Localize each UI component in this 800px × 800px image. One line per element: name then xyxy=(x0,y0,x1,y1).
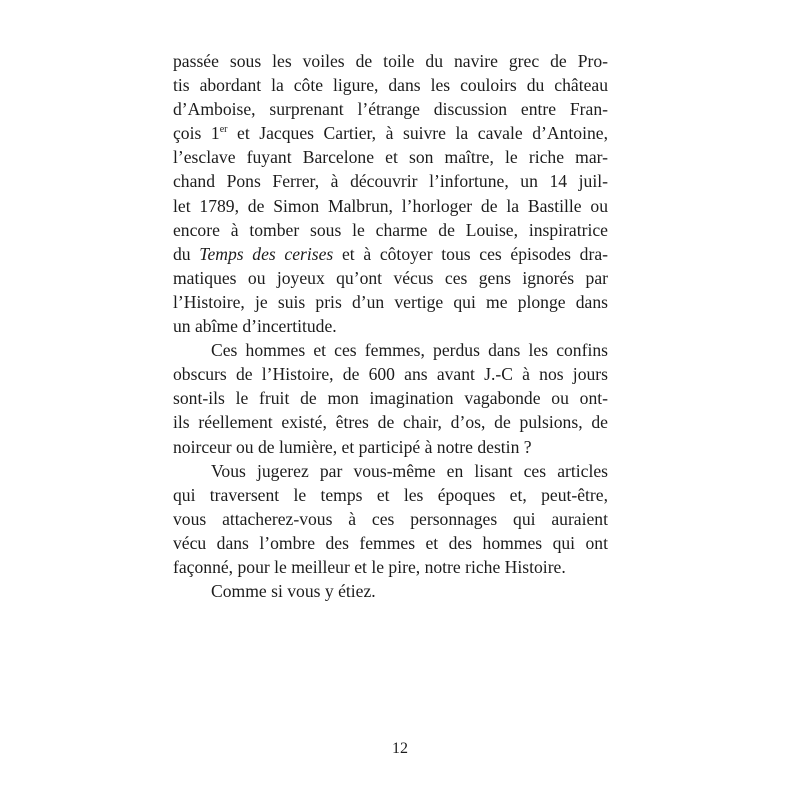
text-line: passée sous les voiles de toile du navire grec de Pro- xyxy=(173,51,608,71)
superscript-ordinal: er xyxy=(219,124,228,136)
text-line: chand Pons Ferrer, à découvrir l’infortune, un 14 juil- xyxy=(173,171,608,192)
paragraph-1 xyxy=(173,49,608,338)
text-fragment: et à côtoyer tous ces épisodes dra- xyxy=(333,243,608,264)
text-line: d’Amboise, surprenant l’étrange discussion entre Fran- xyxy=(173,99,608,120)
text-line: vécu dans l’ombre des femmes et des hommes qui ont xyxy=(173,532,608,553)
text-line: façonné, pour le meilleur et le pire, notre riche Histoire. xyxy=(173,556,566,577)
text-line: Comme si vous y étiez. xyxy=(211,581,376,602)
text-line: Vous jugerez par vous-même en lisant ces articles xyxy=(211,460,608,481)
text-line: let 1789, de Simon Malbrun, l’horloger de la Bastille ou xyxy=(173,195,608,216)
body-text xyxy=(173,49,608,603)
text-fragment: du xyxy=(173,243,200,264)
text-line: noirceur ou de lumière, et participé à notre destin ? xyxy=(173,436,532,457)
paragraph-2 xyxy=(173,338,608,458)
text-line: obscurs de l’Histoire, de 600 ans avant J.-C à nos jours xyxy=(173,364,608,385)
text-line: sont-ils le fruit de mon imagination vagabonde ou ont- xyxy=(173,388,608,409)
text-line: vous attacherez-vous à ces personnages qui auraient xyxy=(173,508,608,529)
text-fragment: et Jacques Cartier, à suivre la cavale d’Antoine, xyxy=(227,123,608,144)
text-line: encore à tomber sous le charme de Louise, inspiratrice xyxy=(173,219,608,240)
text-line: l’esclave fuyant Barcelone et son maître, le riche mar- xyxy=(173,147,608,168)
paragraph-4 xyxy=(173,579,608,603)
text-line: Ces hommes et ces femmes, perdus dans les confins xyxy=(211,340,608,361)
text-line: ils réellement existé, êtres de chair, d’os, de pulsions, de xyxy=(173,412,608,433)
text-line: matiques ou joyeux qu’ont vécus ces gens ignorés par xyxy=(173,267,608,288)
text-line: l’Histoire, je suis pris d’un vertige qui me plonge dans xyxy=(173,291,608,312)
text-line xyxy=(173,242,608,266)
text-line xyxy=(173,121,608,145)
text-fragment: çois 1 xyxy=(173,123,220,144)
paragraph-3 xyxy=(173,459,608,579)
text-line: qui traversent le temps et les époques et, peut-être, xyxy=(173,484,608,505)
italic-title: Temps des cerises xyxy=(199,243,334,264)
text-line: un abîme d’incertitude. xyxy=(173,316,337,337)
page-number: 12 xyxy=(392,740,408,757)
text-line: tis abordant la côte ligure, dans les couloirs du château xyxy=(173,75,608,96)
